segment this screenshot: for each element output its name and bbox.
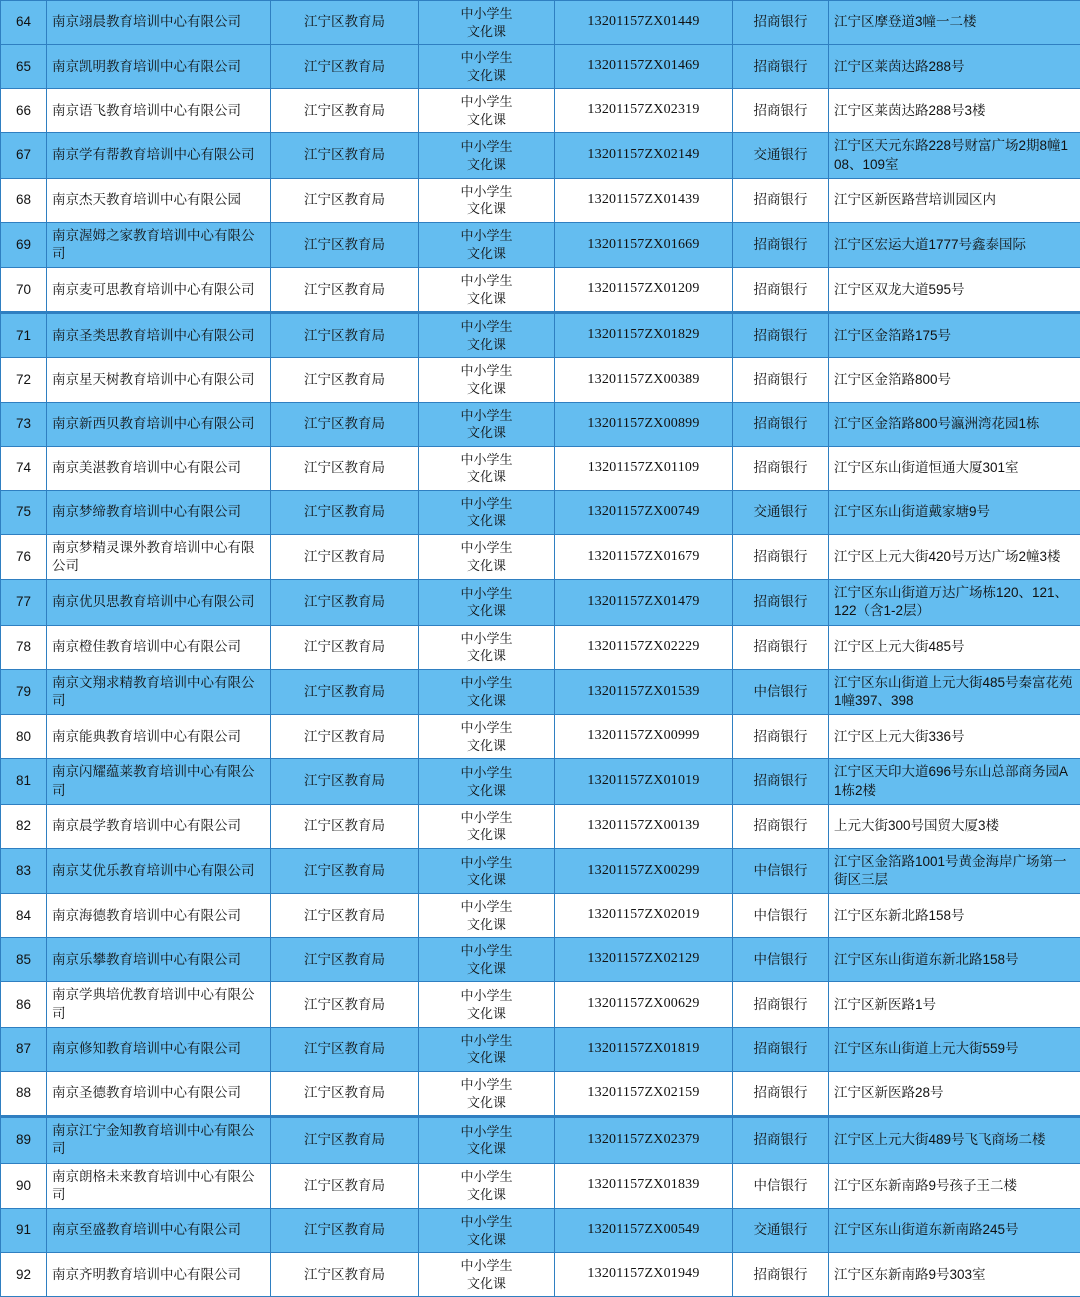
cell-index: 74	[1, 446, 47, 490]
cell-address: 江宁区新医路营培训园区内	[829, 178, 1080, 222]
cell-training-category	[419, 490, 555, 534]
training-category-line-1: 中小学生	[424, 898, 549, 916]
cell-institution-name: 南京梦精灵课外教育培训中心有限公司	[47, 534, 271, 579]
training-category-line-1: 中小学生	[424, 495, 549, 513]
training-category-line-1: 中小学生	[424, 719, 549, 737]
cell-training-category	[419, 715, 555, 759]
cell-supervision-bank: 招商银行	[733, 402, 829, 446]
training-category-line-1: 中小学生	[424, 272, 549, 290]
cell-institution-name: 南京麦可思教育培训中心有限公司	[47, 268, 271, 313]
cell-address: 江宁区双龙大道595号	[829, 268, 1080, 313]
training-category-line-2: 文化课	[424, 1140, 549, 1158]
cell-address: 江宁区莱茵达路288号3楼	[829, 89, 1080, 133]
cell-supervision-bank: 招商银行	[733, 222, 829, 267]
cell-supervision-code: 13201157ZX00899	[555, 402, 733, 446]
training-category-line-1: 中小学生	[424, 630, 549, 648]
training-category-line-2: 文化课	[424, 245, 549, 263]
cell-index: 73	[1, 402, 47, 446]
cell-approval-department: 江宁区教育局	[271, 894, 419, 938]
cell-training-category	[419, 669, 555, 714]
training-category-line-2: 文化课	[424, 23, 549, 41]
cell-supervision-bank: 招商银行	[733, 268, 829, 313]
cell-institution-name: 南京海德教育培训中心有限公司	[47, 894, 271, 938]
cell-index: 70	[1, 268, 47, 313]
cell-approval-department: 江宁区教育局	[271, 178, 419, 222]
cell-supervision-code: 13201157ZX00389	[555, 358, 733, 402]
training-category-line-1: 中小学生	[424, 585, 549, 603]
cell-supervision-code: 13201157ZX00749	[555, 490, 733, 534]
cell-index: 84	[1, 894, 47, 938]
cell-supervision-bank: 交通银行	[733, 133, 829, 178]
training-category-line-1: 中小学生	[424, 1123, 549, 1141]
cell-approval-department: 江宁区教育局	[271, 1163, 419, 1208]
cell-supervision-bank: 招商银行	[733, 580, 829, 625]
cell-supervision-bank: 招商银行	[733, 715, 829, 759]
cell-address: 江宁区新医路1号	[829, 982, 1080, 1027]
cell-training-category	[419, 133, 555, 178]
cell-supervision-code: 13201157ZX01109	[555, 446, 733, 490]
cell-index: 77	[1, 580, 47, 625]
cell-training-category	[419, 89, 555, 133]
training-category-line-1: 中小学生	[424, 942, 549, 960]
cell-index: 78	[1, 625, 47, 669]
table-row	[1, 268, 1080, 313]
training-category-line-2: 文化课	[424, 916, 549, 934]
cell-approval-department: 江宁区教育局	[271, 1027, 419, 1071]
cell-supervision-bank: 招商银行	[733, 358, 829, 402]
cell-institution-name: 南京晨学教育培训中心有限公司	[47, 804, 271, 848]
cell-address: 江宁区东山街道上元大街559号	[829, 1027, 1080, 1071]
cell-institution-name: 南京渥姆之家教育培训中心有限公司	[47, 222, 271, 267]
cell-supervision-code: 13201157ZX01479	[555, 580, 733, 625]
cell-approval-department: 江宁区教育局	[271, 358, 419, 402]
cell-address: 江宁区东山街道东新北路158号	[829, 938, 1080, 982]
cell-index: 69	[1, 222, 47, 267]
cell-supervision-code: 13201157ZX02019	[555, 894, 733, 938]
cell-institution-name: 南京星天树教育培训中心有限公司	[47, 358, 271, 402]
cell-approval-department: 江宁区教育局	[271, 625, 419, 669]
table-row	[1, 313, 1080, 358]
cell-supervision-code: 13201157ZX01539	[555, 669, 733, 714]
table-row	[1, 669, 1080, 714]
cell-approval-department: 江宁区教育局	[271, 268, 419, 313]
cell-supervision-code: 13201157ZX01209	[555, 268, 733, 313]
cell-supervision-code: 13201157ZX01439	[555, 178, 733, 222]
cell-supervision-code: 13201157ZX01839	[555, 1163, 733, 1208]
cell-index: 80	[1, 715, 47, 759]
cell-approval-department: 江宁区教育局	[271, 446, 419, 490]
cell-address: 江宁区莱茵达路288号	[829, 45, 1080, 89]
training-category-line-1: 中小学生	[424, 1213, 549, 1231]
training-category-line-1: 中小学生	[424, 854, 549, 872]
cell-institution-name: 南京美湛教育培训中心有限公司	[47, 446, 271, 490]
training-category-line-1: 中小学生	[424, 987, 549, 1005]
training-category-line-2: 文化课	[424, 290, 549, 308]
training-category-line-1: 中小学生	[424, 362, 549, 380]
cell-training-category	[419, 1117, 555, 1163]
cell-approval-department: 江宁区教育局	[271, 490, 419, 534]
table-row	[1, 358, 1080, 402]
cell-supervision-code: 13201157ZX01449	[555, 1, 733, 45]
cell-institution-name: 南京杰天教育培训中心有限公园	[47, 178, 271, 222]
cell-institution-name: 南京修知教育培训中心有限公司	[47, 1027, 271, 1071]
cell-index: 75	[1, 490, 47, 534]
cell-address: 江宁区上元大街420号万达广场2幢3楼	[829, 534, 1080, 579]
cell-address: 江宁区东山街道东新南路245号	[829, 1208, 1080, 1252]
cell-index: 71	[1, 313, 47, 358]
cell-training-category	[419, 446, 555, 490]
cell-address: 江宁区东山街道万达广场栋120、121、122（含1-2层）	[829, 580, 1080, 625]
cell-training-category	[419, 178, 555, 222]
cell-training-category	[419, 1027, 555, 1071]
cell-approval-department: 江宁区教育局	[271, 1253, 419, 1297]
table-row	[1, 534, 1080, 579]
training-category-line-1: 中小学生	[424, 318, 549, 336]
training-category-line-2: 文化课	[424, 692, 549, 710]
cell-index: 79	[1, 669, 47, 714]
table-row	[1, 402, 1080, 446]
cell-approval-department: 江宁区教育局	[271, 534, 419, 579]
cell-address: 江宁区天元东路228号财富广场2期8幢108、109室	[829, 133, 1080, 178]
table-row	[1, 759, 1080, 804]
cell-index: 67	[1, 133, 47, 178]
training-category-line-2: 文化课	[424, 737, 549, 755]
training-category-line-1: 中小学生	[424, 451, 549, 469]
cell-training-category	[419, 313, 555, 358]
table-row	[1, 580, 1080, 625]
cell-approval-department: 江宁区教育局	[271, 669, 419, 714]
table-row	[1, 982, 1080, 1027]
cell-institution-name: 南京优贝思教育培训中心有限公司	[47, 580, 271, 625]
cell-institution-name: 南京圣德教育培训中心有限公司	[47, 1072, 271, 1117]
table-row	[1, 89, 1080, 133]
cell-approval-department: 江宁区教育局	[271, 89, 419, 133]
cell-supervision-code: 13201157ZX02319	[555, 89, 733, 133]
cell-training-category	[419, 1163, 555, 1208]
cell-address: 江宁区东山街道戴家塘9号	[829, 490, 1080, 534]
cell-training-category	[419, 1208, 555, 1252]
training-category-line-2: 文化课	[424, 1186, 549, 1204]
cell-training-category	[419, 894, 555, 938]
training-category-line-2: 文化课	[424, 647, 549, 665]
cell-supervision-bank: 中信银行	[733, 1163, 829, 1208]
table-row	[1, 133, 1080, 178]
cell-supervision-code: 13201157ZX01019	[555, 759, 733, 804]
cell-address: 江宁区上元大街485号	[829, 625, 1080, 669]
cell-supervision-bank: 招商银行	[733, 1, 829, 45]
training-category-line-1: 中小学生	[424, 93, 549, 111]
training-category-line-2: 文化课	[424, 336, 549, 354]
cell-supervision-bank: 中信银行	[733, 894, 829, 938]
cell-approval-department: 江宁区教育局	[271, 313, 419, 358]
cell-supervision-bank: 招商银行	[733, 625, 829, 669]
cell-index: 68	[1, 178, 47, 222]
cell-address: 江宁区金箔路800号瀛洲湾花园1栋	[829, 402, 1080, 446]
cell-index: 87	[1, 1027, 47, 1071]
cell-index: 83	[1, 848, 47, 893]
cell-institution-name: 南京能典教育培训中心有限公司	[47, 715, 271, 759]
cell-supervision-bank: 交通银行	[733, 490, 829, 534]
cell-training-category	[419, 1253, 555, 1297]
cell-supervision-bank: 招商银行	[733, 1072, 829, 1117]
cell-training-category	[419, 402, 555, 446]
table-row	[1, 178, 1080, 222]
cell-address: 上元大街300号国贸大厦3楼	[829, 804, 1080, 848]
table-row	[1, 848, 1080, 893]
cell-training-category	[419, 268, 555, 313]
table-row	[1, 222, 1080, 267]
cell-address: 江宁区上元大街489号飞飞商场二楼	[829, 1117, 1080, 1163]
cell-index: 72	[1, 358, 47, 402]
table-row	[1, 894, 1080, 938]
cell-supervision-code: 13201157ZX02379	[555, 1117, 733, 1163]
cell-training-category	[419, 222, 555, 267]
cell-approval-department: 江宁区教育局	[271, 402, 419, 446]
cell-approval-department: 江宁区教育局	[271, 580, 419, 625]
training-category-line-2: 文化课	[424, 1005, 549, 1023]
training-category-line-2: 文化课	[424, 871, 549, 889]
training-category-line-1: 中小学生	[424, 227, 549, 245]
training-category-line-2: 文化课	[424, 602, 549, 620]
cell-supervision-code: 13201157ZX02229	[555, 625, 733, 669]
cell-supervision-bank: 中信银行	[733, 938, 829, 982]
cell-supervision-code: 13201157ZX01819	[555, 1027, 733, 1071]
cell-supervision-bank: 中信银行	[733, 669, 829, 714]
cell-supervision-bank: 招商银行	[733, 313, 829, 358]
training-category-line-1: 中小学生	[424, 809, 549, 827]
cell-supervision-code: 13201157ZX00629	[555, 982, 733, 1027]
cell-supervision-bank: 招商银行	[733, 1027, 829, 1071]
table-row	[1, 625, 1080, 669]
cell-index: 66	[1, 89, 47, 133]
cell-index: 88	[1, 1072, 47, 1117]
cell-address: 江宁区摩登道3幢一二楼	[829, 1, 1080, 45]
cell-approval-department: 江宁区教育局	[271, 938, 419, 982]
table-row	[1, 1, 1080, 45]
cell-training-category	[419, 848, 555, 893]
training-category-line-1: 中小学生	[424, 1076, 549, 1094]
cell-index: 92	[1, 1253, 47, 1297]
cell-supervision-bank: 招商银行	[733, 1253, 829, 1297]
cell-supervision-code: 13201157ZX01469	[555, 45, 733, 89]
training-category-line-2: 文化课	[424, 1231, 549, 1249]
cell-training-category	[419, 804, 555, 848]
cell-supervision-code: 13201157ZX02149	[555, 133, 733, 178]
cell-supervision-bank: 中信银行	[733, 848, 829, 893]
cell-index: 85	[1, 938, 47, 982]
table-row	[1, 490, 1080, 534]
cell-supervision-code: 13201157ZX01669	[555, 222, 733, 267]
table-row	[1, 446, 1080, 490]
cell-supervision-bank: 招商银行	[733, 1117, 829, 1163]
cell-address: 江宁区东新南路9号孩子王二楼	[829, 1163, 1080, 1208]
cell-institution-name: 南京圣类思教育培训中心有限公司	[47, 313, 271, 358]
table-row	[1, 715, 1080, 759]
training-category-line-1: 中小学生	[424, 138, 549, 156]
cell-supervision-code: 13201157ZX00299	[555, 848, 733, 893]
cell-index: 81	[1, 759, 47, 804]
cell-supervision-bank: 招商银行	[733, 446, 829, 490]
cell-index: 65	[1, 45, 47, 89]
cell-supervision-code: 13201157ZX01829	[555, 313, 733, 358]
table-row	[1, 1208, 1080, 1252]
table-row	[1, 1163, 1080, 1208]
cell-approval-department: 江宁区教育局	[271, 715, 419, 759]
training-category-line-1: 中小学生	[424, 539, 549, 557]
cell-supervision-code: 13201157ZX01679	[555, 534, 733, 579]
training-category-line-2: 文化课	[424, 1049, 549, 1067]
cell-address: 江宁区东山街道恒通大厦301室	[829, 446, 1080, 490]
cell-supervision-code: 13201157ZX00999	[555, 715, 733, 759]
cell-supervision-bank: 招商银行	[733, 759, 829, 804]
training-category-line-2: 文化课	[424, 1094, 549, 1112]
table-row	[1, 1253, 1080, 1297]
cell-address: 江宁区新医路28号	[829, 1072, 1080, 1117]
training-category-line-1: 中小学生	[424, 183, 549, 201]
cell-address: 江宁区东山街道上元大街485号秦富花苑1幢397、398	[829, 669, 1080, 714]
cell-training-category	[419, 45, 555, 89]
cell-supervision-bank: 交通银行	[733, 1208, 829, 1252]
cell-address: 江宁区金箔路800号	[829, 358, 1080, 402]
cell-institution-name: 南京语飞教育培训中心有限公司	[47, 89, 271, 133]
table-body	[1, 1, 1080, 1297]
cell-institution-name: 南京新西贝教育培训中心有限公司	[47, 402, 271, 446]
cell-approval-department: 江宁区教育局	[271, 759, 419, 804]
cell-supervision-code: 13201157ZX00139	[555, 804, 733, 848]
cell-supervision-code: 13201157ZX02129	[555, 938, 733, 982]
cell-approval-department: 江宁区教育局	[271, 982, 419, 1027]
training-category-line-2: 文化课	[424, 826, 549, 844]
cell-training-category	[419, 580, 555, 625]
cell-supervision-bank: 招商银行	[733, 534, 829, 579]
training-category-line-2: 文化课	[424, 557, 549, 575]
training-category-line-2: 文化课	[424, 1275, 549, 1293]
training-category-line-1: 中小学生	[424, 764, 549, 782]
cell-training-category	[419, 625, 555, 669]
cell-approval-department: 江宁区教育局	[271, 1, 419, 45]
cell-supervision-code: 13201157ZX02159	[555, 1072, 733, 1117]
training-category-line-1: 中小学生	[424, 5, 549, 23]
cell-approval-department: 江宁区教育局	[271, 222, 419, 267]
cell-index: 64	[1, 1, 47, 45]
training-category-line-2: 文化课	[424, 380, 549, 398]
cell-index: 82	[1, 804, 47, 848]
training-category-line-1: 中小学生	[424, 407, 549, 425]
training-category-line-2: 文化课	[424, 512, 549, 530]
cell-approval-department: 江宁区教育局	[271, 1208, 419, 1252]
cell-index: 76	[1, 534, 47, 579]
cell-index: 91	[1, 1208, 47, 1252]
cell-address: 江宁区金箔路175号	[829, 313, 1080, 358]
training-category-line-1: 中小学生	[424, 1257, 549, 1275]
cell-approval-department: 江宁区教育局	[271, 848, 419, 893]
cell-supervision-bank: 招商银行	[733, 45, 829, 89]
training-category-line-2: 文化课	[424, 67, 549, 85]
cell-training-category	[419, 938, 555, 982]
cell-approval-department: 江宁区教育局	[271, 45, 419, 89]
cell-training-category	[419, 759, 555, 804]
training-category-line-1: 中小学生	[424, 1168, 549, 1186]
table-row	[1, 804, 1080, 848]
cell-training-category	[419, 1072, 555, 1117]
cell-institution-name: 南京闪耀蕴莱教育培训中心有限公司	[47, 759, 271, 804]
training-category-line-2: 文化课	[424, 200, 549, 218]
cell-institution-name: 南京齐明教育培训中心有限公司	[47, 1253, 271, 1297]
cell-institution-name: 南京乐攀教育培训中心有限公司	[47, 938, 271, 982]
cell-index: 90	[1, 1163, 47, 1208]
cell-approval-department: 江宁区教育局	[271, 1117, 419, 1163]
cell-address: 江宁区金箔路1001号黄金海岸广场第一街区三层	[829, 848, 1080, 893]
cell-institution-name: 南京朗格未来教育培训中心有限公司	[47, 1163, 271, 1208]
cell-institution-name: 南京橙佳教育培训中心有限公司	[47, 625, 271, 669]
training-category-line-1: 中小学生	[424, 1032, 549, 1050]
cell-approval-department: 江宁区教育局	[271, 804, 419, 848]
cell-address: 江宁区东新南路9号303室	[829, 1253, 1080, 1297]
cell-institution-name: 南京学典培优教育培训中心有限公司	[47, 982, 271, 1027]
table-row	[1, 1117, 1080, 1163]
table-row	[1, 938, 1080, 982]
training-category-line-2: 文化课	[424, 424, 549, 442]
training-category-line-2: 文化课	[424, 111, 549, 129]
cell-address: 江宁区宏运大道1777号鑫泰国际	[829, 222, 1080, 267]
cell-training-category	[419, 1, 555, 45]
cell-institution-name: 南京文翔求精教育培训中心有限公司	[47, 669, 271, 714]
cell-institution-name: 南京艾优乐教育培训中心有限公司	[47, 848, 271, 893]
cell-supervision-code: 13201157ZX01949	[555, 1253, 733, 1297]
training-category-line-2: 文化课	[424, 782, 549, 800]
training-category-line-2: 文化课	[424, 468, 549, 486]
cell-supervision-bank: 招商银行	[733, 982, 829, 1027]
cell-training-category	[419, 982, 555, 1027]
cell-institution-name: 南京凯明教育培训中心有限公司	[47, 45, 271, 89]
cell-training-category	[419, 358, 555, 402]
cell-training-category	[419, 534, 555, 579]
cell-supervision-bank: 招商银行	[733, 89, 829, 133]
cell-supervision-bank: 招商银行	[733, 804, 829, 848]
training-category-line-2: 文化课	[424, 960, 549, 978]
cell-institution-name: 南京梦缔教育培训中心有限公司	[47, 490, 271, 534]
cell-institution-name: 南京至盛教育培训中心有限公司	[47, 1208, 271, 1252]
training-category-line-2: 文化课	[424, 156, 549, 174]
training-category-line-1: 中小学生	[424, 674, 549, 692]
table-row	[1, 1072, 1080, 1117]
cell-institution-name: 南京江宁金知教育培训中心有限公司	[47, 1117, 271, 1163]
cell-index: 89	[1, 1117, 47, 1163]
cell-index: 86	[1, 982, 47, 1027]
cell-address: 江宁区东新北路158号	[829, 894, 1080, 938]
cell-supervision-bank: 招商银行	[733, 178, 829, 222]
cell-approval-department: 江宁区教育局	[271, 133, 419, 178]
cell-address: 江宁区上元大街336号	[829, 715, 1080, 759]
cell-institution-name: 南京学有帮教育培训中心有限公司	[47, 133, 271, 178]
cell-approval-department: 江宁区教育局	[271, 1072, 419, 1117]
training-category-line-1: 中小学生	[424, 49, 549, 67]
cell-institution-name: 南京翊晨教育培训中心有限公司	[47, 1, 271, 45]
table-row	[1, 45, 1080, 89]
cell-supervision-code: 13201157ZX00549	[555, 1208, 733, 1252]
cell-address: 江宁区天印大道696号东山总部商务园A1栋2楼	[829, 759, 1080, 804]
table-row	[1, 1027, 1080, 1071]
